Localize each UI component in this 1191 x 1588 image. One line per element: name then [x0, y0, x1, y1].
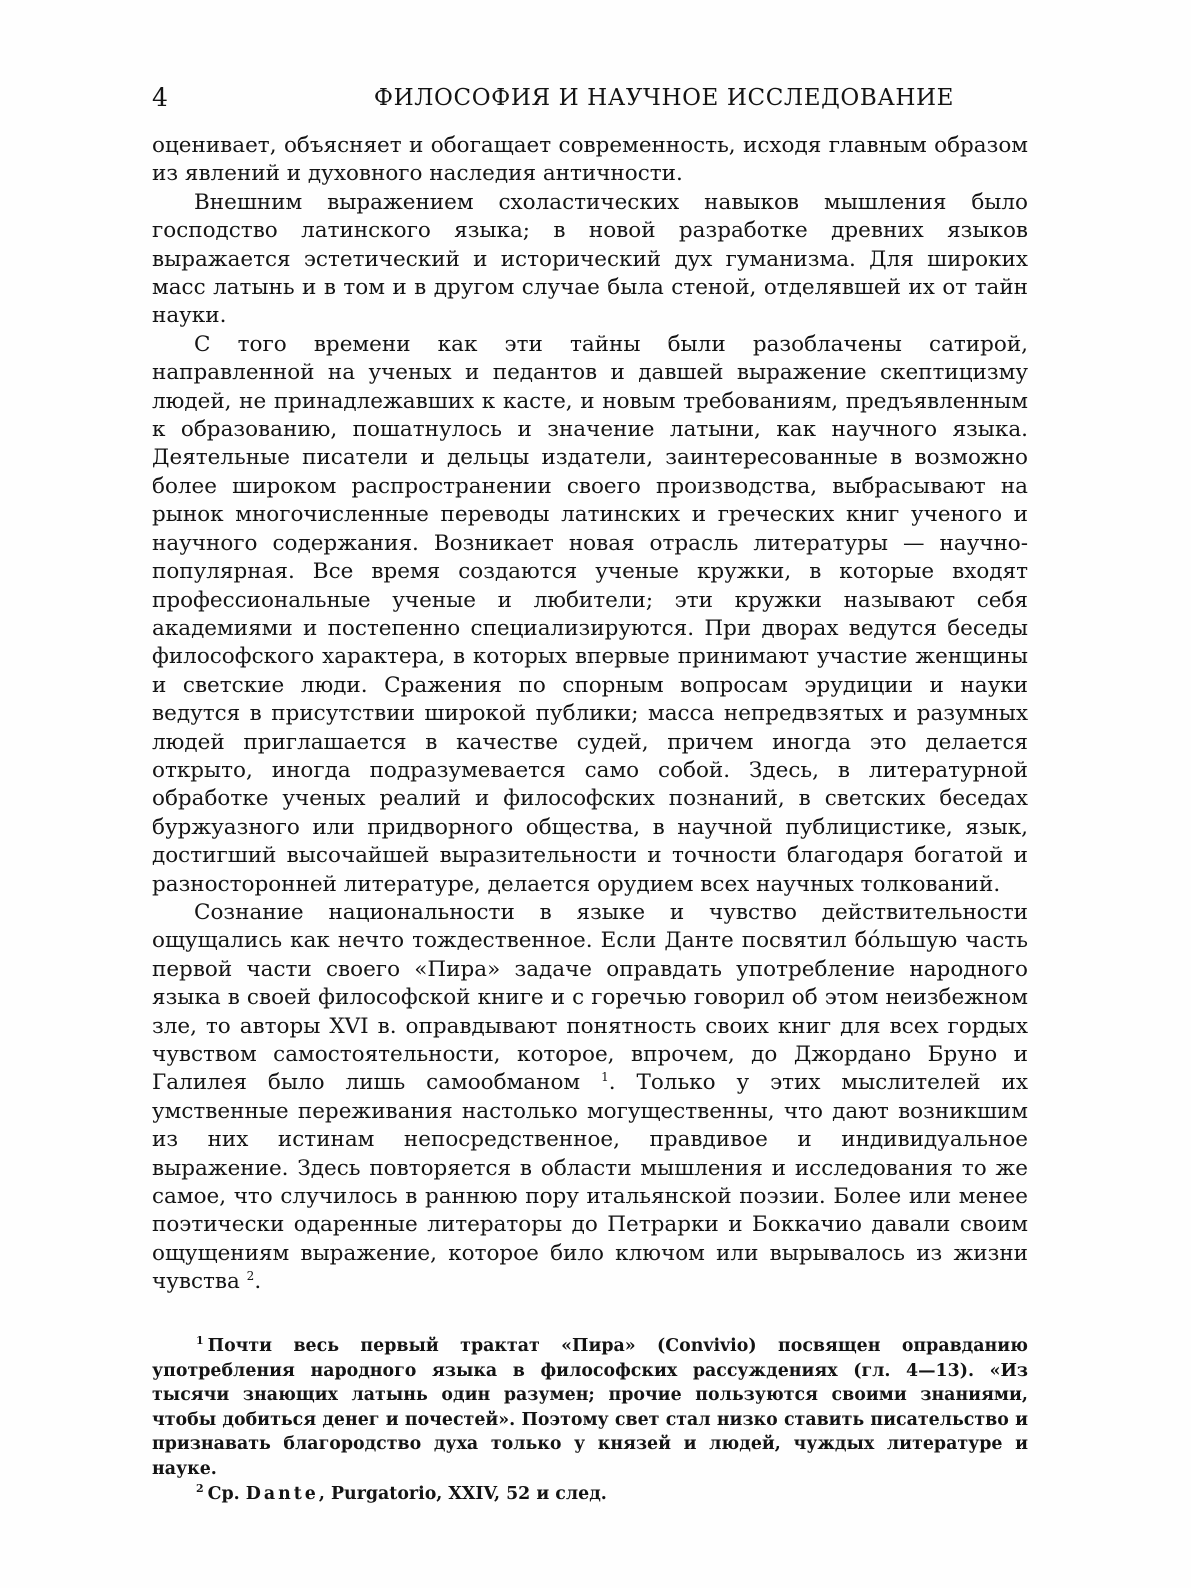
running-title: ФИЛОСОФИЯ И НАУЧНОЕ ИССЛЕДОВАНИЕ — [373, 85, 955, 111]
paragraph-1 — [152, 132, 1028, 189]
footnote-2 — [152, 1482, 1028, 1507]
footnote-ref-2: 2 — [246, 1269, 255, 1284]
footnote-2-text: , Purgatorio, XXIV, 52 и след. — [318, 1483, 607, 1504]
paragraph-3-text: С того времени как эти тайны были разоблачены сатирой, направленной на ученых и педантов и давшей выражение скептицизму людей, не принадлежавших к касте, и новым требованиям, предъявленным к образованию, пошатнулось и значение латыни, как научного языка. Деятельные писатели и дельцы издатели, заинтересованные в возможно более широком распространении своего производства, выбрасывают на рынок многочисленные переводы латинских и греческих книг ученого и научного содержания. Возникает новая отрасль литературы — научно-популярная. Все время создаются ученые кружки, в которые входят профессиональные ученые и любители; эти кружки называют себя академиями и постепенно специализируются. При дворах ведутся беседы философского характера, в которых впервые принимают участие женщины и светские люди. Сражения по спорным вопросам эрудиции и науки ведутся в присутствии широкой публики; масса непредвзятых и разумных людей приглашается в качестве судей, причем иногда это делается открыто, иногда подразумевается само собой. Здесь, в литературной обработке ученых реалий и философских познаний, в светских беседах буржуазного или придворного общества, в научной публицистике, язык, достигший высочайшей выразительности и точности благодаря богатой и разносторонней литературе, делается орудием всех научных толкований. — [152, 331, 1028, 897]
paragraph-4: Сознание национальности в языке и чувство действительности ощущались как нечто тождественное. Если Данте посвятил бо́льшую часть первой части своего «Пира» задаче оправдать употребление народного языка в своей философской книге и с горечью говорил об этом неизбежном зле, то авторы XVI в. оправдывают понятность своих книг для всех гордых чувством самостоятельности, которое, впрочем, до Джордано Бруно и Галилея было лишь самообманом $^1$. Только у этих мыслителей их умственные переживания настолько могущественны, что дают возникшим из них истинам непосредственное, правдивое и индивидуальное выражение. Здесь повторяется в области мышления и исследования то же самое, что случилось в раннюю пору итальянской поэзии. Более или менее поэтически одаренные литераторы до Петрарки и Боккачио давали своим ощущениям выражение, которое било ключом или вырывалось из жизни чувства $^2$. — [152, 899, 1028, 1295]
footnote-2-marker: 2 — [196, 1481, 204, 1495]
footnote-ref-1: 1 — [601, 1070, 609, 1085]
footnotes — [152, 1334, 1028, 1506]
footnote-2-author: Dante — [245, 1483, 319, 1504]
paragraph-2-text: Внешним выражением схоластических навыков мышления было господство латинского языка; в новой разработке древних языков выражается эстетический и исторический дух гуманизма. Для широких масс латынь и в том и в другом случае была стеной, отделявшей их от тайн науки. — [152, 189, 1028, 329]
paragraph-4-text: Сознание национальности в языке и чувство действительности ощущались как нечто тождественное. Если Данте посвятил бо́льшую часть первой части своего «Пира» задаче оправдать употребление народного языка в своей философской книге и с горечью говорил об этом неизбежном зле, то авторы XVI в. оправдывают понятность своих книг для всех гордых чувством самостоятельности, которое, впрочем, до Джордано Бруно и Галилея было лишь самообманом — [152, 899, 1028, 1096]
paragraph-4-continuation: Только у этих мыслителей их умственные переживания настолько могущественны, что дают возникшим из них истинам непосредственное, правдивое и индивидуальное выражение. Здесь повторяется в области мышления и исследования то же самое, что случилось в раннюю пору итальянской поэзии. Более или менее поэтически одаренные литераторы до Петрарки и Боккачио давали своим ощущениям выражение, которое било ключом или вырывалось из жизни чувства — [152, 1070, 1028, 1295]
footnote-1-text: Почти весь первый трактат «Пира» (Convivio) посвящен оправданию употребления народного языка в философских рассуждениях (гл. 4—13). «Из тысячи знающих латынь один разумен; прочие пользуются своими знаниями, чтобы добиться денег и почестей». Поэтому свет стал низко ставить писательство и признавать благородство духа только у князей и людей, чуждых литературе и науке. — [152, 1336, 1028, 1479]
footnote-1-marker: 1 — [196, 1334, 204, 1348]
footnote-2-prefix: Ср. — [207, 1483, 240, 1504]
paragraph-3 — [152, 331, 1028, 899]
main-text — [152, 132, 1028, 1297]
running-head — [152, 78, 1028, 118]
page-number: 4 — [152, 83, 168, 112]
paragraph-2 — [152, 189, 1028, 331]
paragraph-1-text: оценивает, объясняет и обогащает современность, исходя главным образом из явлений и духовного наследия античности. — [152, 133, 1028, 187]
footnote-1 — [152, 1334, 1028, 1482]
